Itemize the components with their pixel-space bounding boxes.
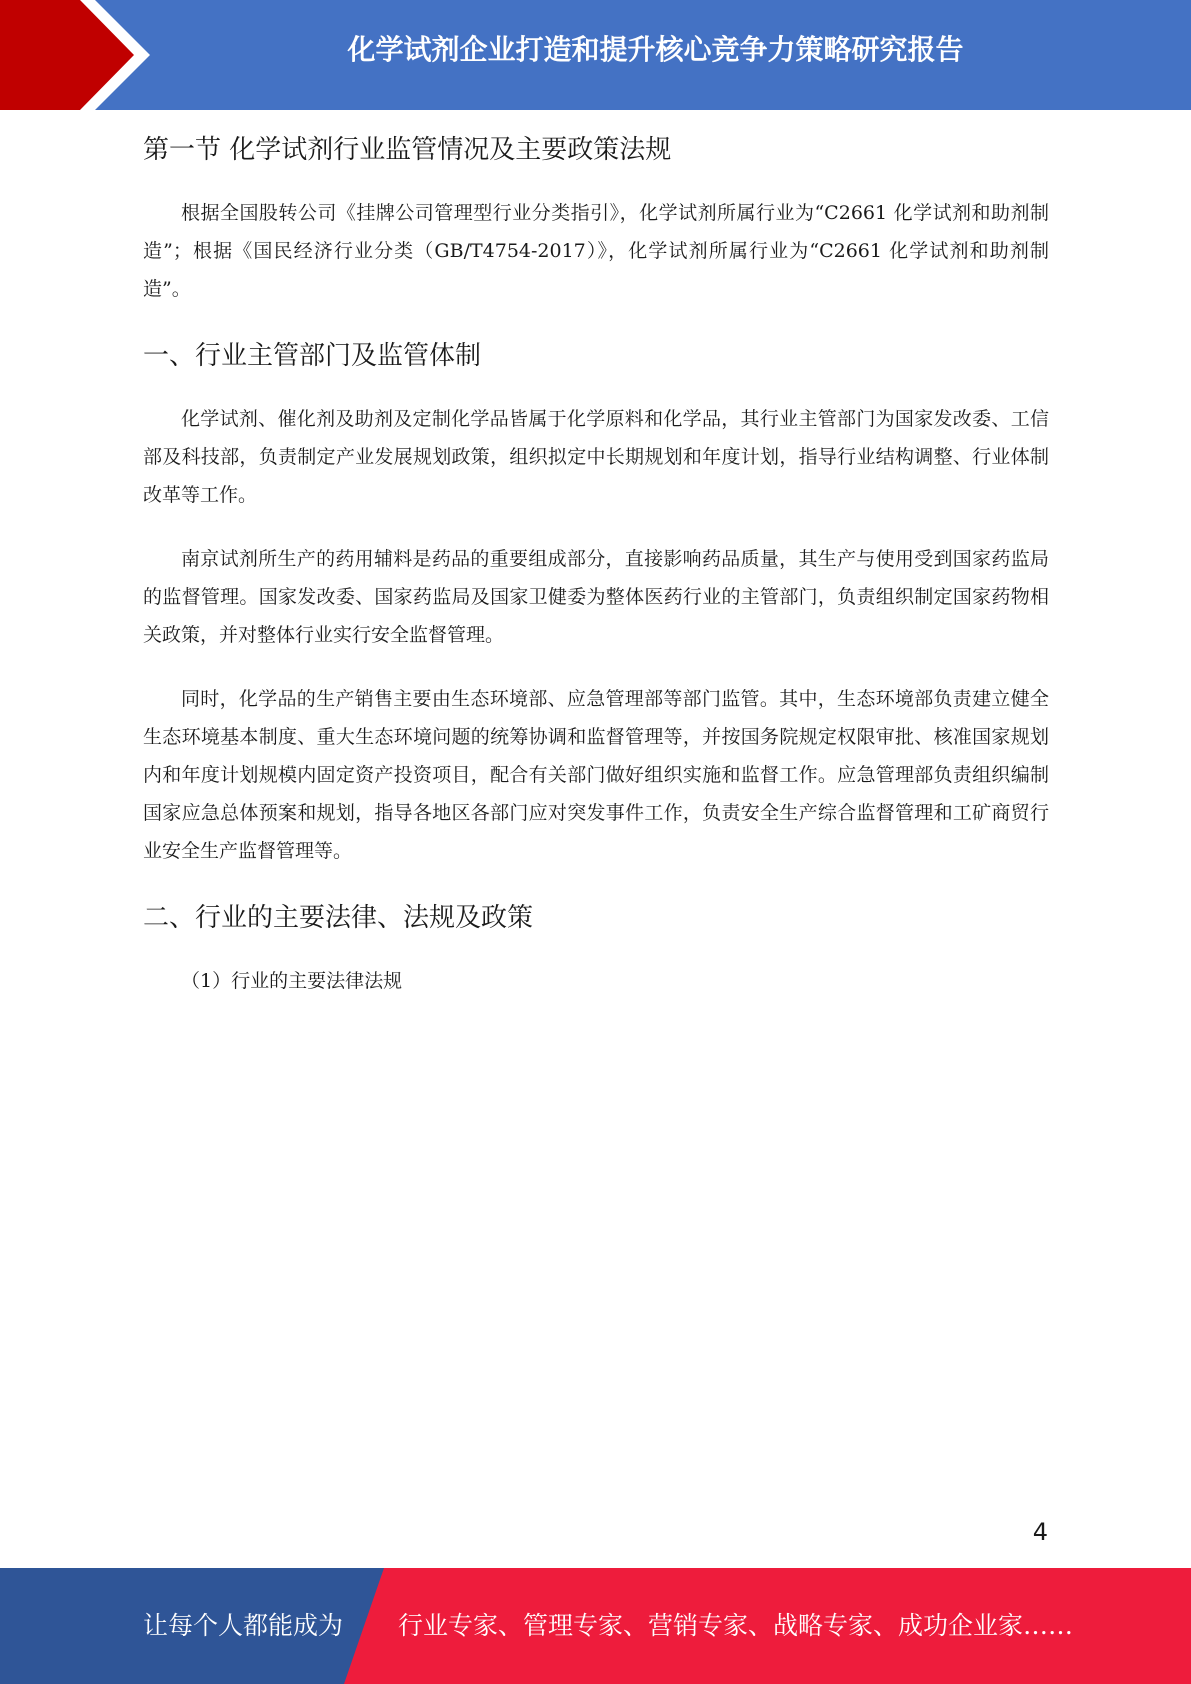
page-number: 4 (1032, 1518, 1048, 1546)
header-red-chevron (0, 0, 134, 110)
heading-regulatory-departments: 一、行业主管部门及监管体制 (143, 341, 482, 371)
report-title: 化学试剂企业打造和提升核心竞争力策略研究报告 (347, 33, 964, 66)
intro-paragraph: 根据全国股转公司《挂牌公司管理型行业分类指引》，化学试剂所属行业为“C2661 化学试剂和助剂制造”；根据《国民经济行业分类（GB/T4754-2017）》，化学试剂所属行业为“C2661 化学试剂和助剂制造”。 (143, 202, 1049, 300)
section-title: 第一节 化学试剂行业监管情况及主要政策法规 (143, 135, 672, 165)
paragraph: 同时，化学品的生产销售主要由生态环境部、应急管理部等部门监管。其中，生态环境部负责建立健全生态环境基本制度、重大生态环境问题的统筹协调和监督管理等，并按国务院规定权限审批、核准国家规划内和年度计划规模内固定资产投资项目，配合有关部门做好组织实施和监督工作。应急管理部负责组织编制国家应急总体预案和规划，指导各地区各部门应对突发事件工作，负责安全生产综合监督管理和工矿商贸行业安全生产监督管理等。 (143, 688, 1049, 862)
subheading-laws: （1）行业的主要法律法规 (181, 970, 403, 992)
page-footer (0, 1568, 1191, 1684)
paragraph: 化学试剂、催化剂及助剂及定制化学品皆属于化学原料和化学品，其行业主管部门为国家发改委、工信部及科技部，负责制定产业发展规划政策，组织拟定中长期规划和年度计划，指导行业结构调整、行业体制改革等工作。 (143, 408, 1049, 506)
page-content (143, 128, 1049, 1026)
footer-slogan-left: 让每个人都能成为 (143, 1611, 344, 1640)
page-header (0, 0, 1191, 110)
heading-laws-policies: 二、行业的主要法律、法规及政策 (143, 903, 534, 933)
paragraph: 南京试剂所生产的药用辅料是药品的重要组成部分，直接影响药品质量，其生产与使用受到国家药监局的监督管理。国家发改委、国家药监局及国家卫健委为整体医药行业的主管部门，负责组织制定国家药物相关政策，并对整体行业实行安全监督管理。 (143, 548, 1049, 646)
footer-slogan-right: 行业专家、管理专家、营销专家、战略专家、成功企业家…… (398, 1611, 1074, 1640)
